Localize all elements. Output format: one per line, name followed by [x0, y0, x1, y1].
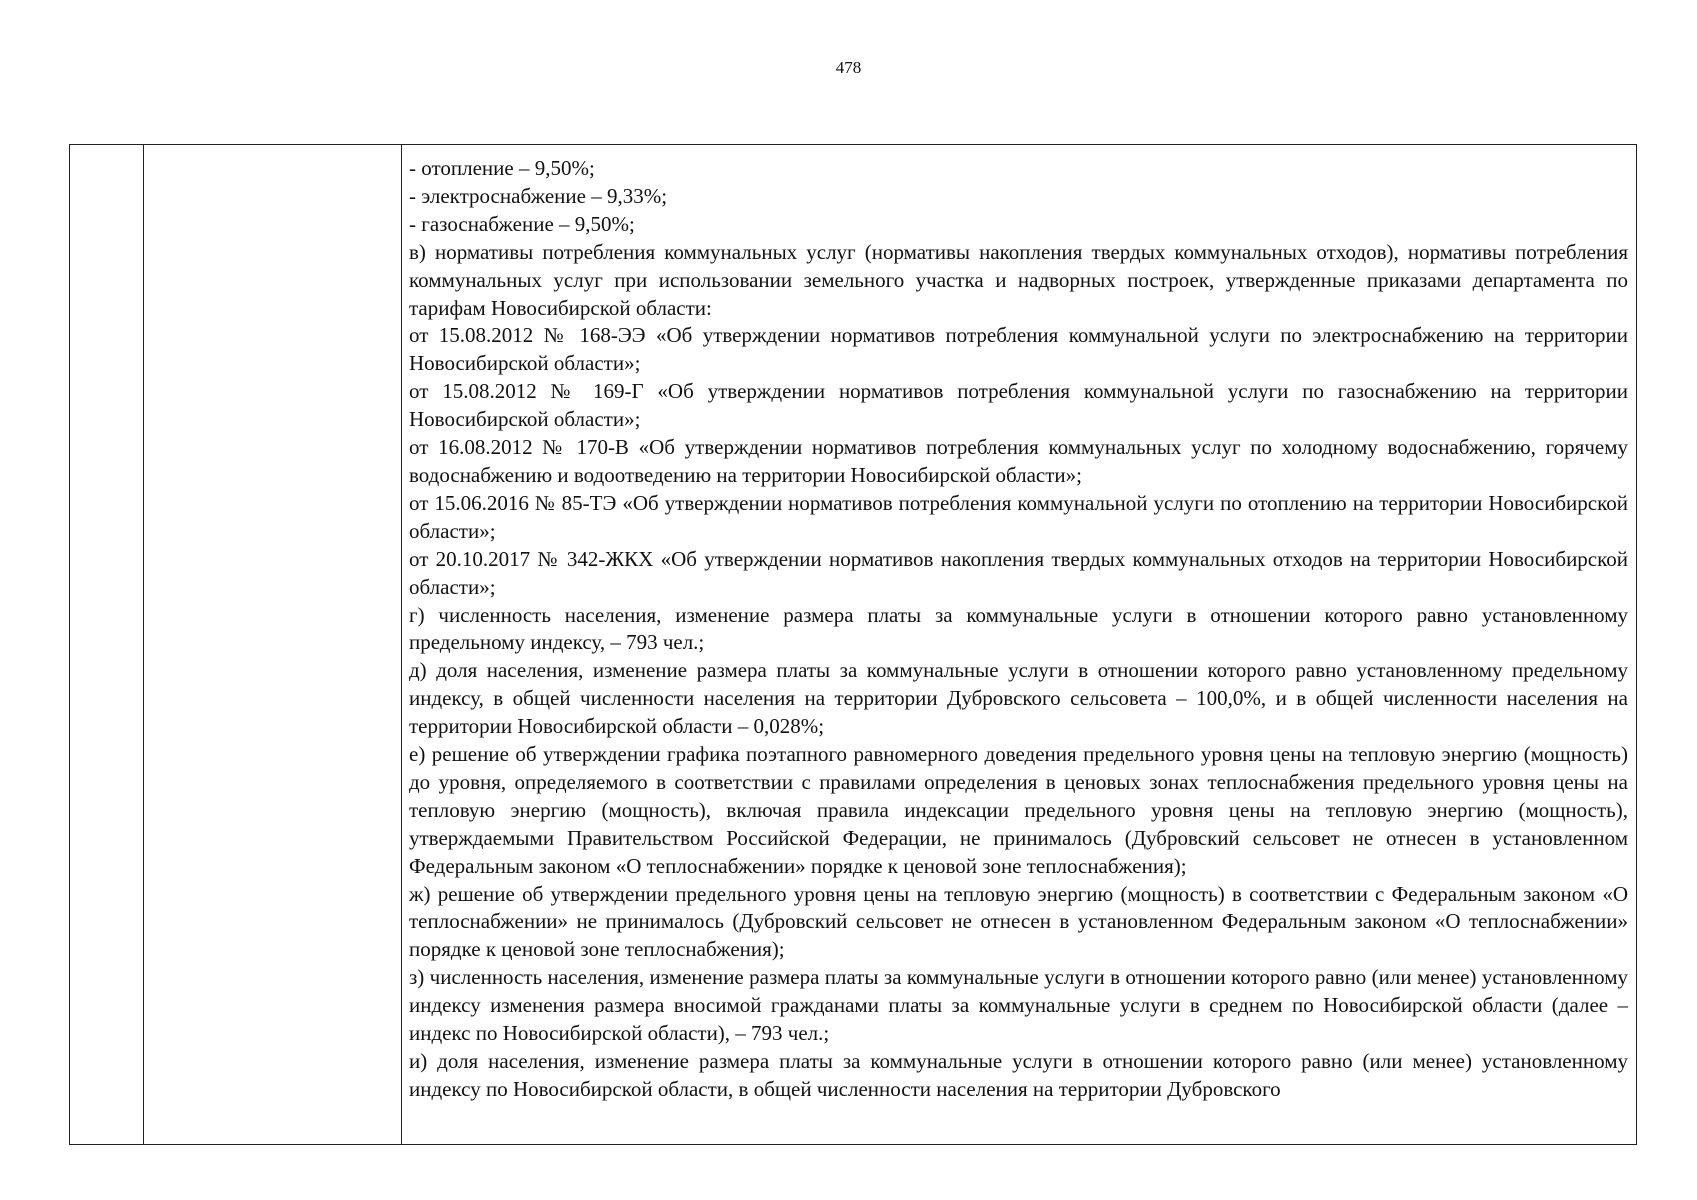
table-cell-number: [70, 145, 144, 1145]
paragraph-order-342: от 20.10.2017 № 342-ЖКХ «Об утверждении нормативов накопления твердых коммунальных отходов на территории Новосибирской области»;: [409, 546, 1628, 599]
paragraph-item-e: е) решение об утверждении графика поэтапного равномерного доведения предельного уровня цены на тепловую энергию (мощность) до уровня, определяемого в соответствии с правилами определения в ценовых зонах теплоснабжения предельного уровня цены на тепловую энергию (мощность), включая правила индексации предельного уровня цены на тепловую энергию (мощность), утверждаемыми Правительством Российской Федерации, не принималось (Дубровский сельсовет не отнесен в установленном Федеральным законом «О теплоснабжении» порядке к ценовой зоне теплоснабжения);: [409, 742, 1628, 878]
document-table: [69, 144, 1637, 1145]
page-number: 478: [835, 58, 862, 77]
paragraph-item-v: в) нормативы потребления коммунальных услуг (нормативы накопления твердых коммунальных отходов), нормативы потребления коммунальных услуг при использовании земельного участка и надворных построек, утвержденные приказами департамента по тарифам Новосибирской области:: [409, 239, 1628, 320]
table-cell-content: [402, 145, 1637, 1145]
paragraph-item-i: и) доля населения, изменение размера платы за коммунальные услуги в отношении которого равно (или менее) установленному индексу по Новосибирской области, в общей численности населения на территории Дубровского: [409, 1049, 1628, 1101]
table-row: [70, 145, 1637, 1145]
paragraph-order-170: от 16.08.2012 № 170-В «Об утверждении нормативов потребления коммунальных услуг по холодному водоснабжению, горячему водоснабжению и водоотведению на территории Новосибирской области»;: [409, 435, 1628, 487]
paragraph-electricity: - электроснабжение – 9,33%;: [409, 183, 668, 208]
paragraph-gas: - газоснабжение – 9,50%;: [409, 211, 635, 236]
table-cell-title: [144, 145, 402, 1145]
paragraph-order-168: от 15.08.2012 № 168-ЭЭ «Об утверждении нормативов потребления коммунальной услуги по электроснабжению на территории Новосибирской области»;: [409, 323, 1628, 376]
paragraph-item-g: г) численность населения, изменение размера платы за коммунальные услуги в отношении которого равно установленному предельному индексу, – 793 чел.;: [409, 602, 1628, 655]
paragraph-item-zh: ж) решение об утверждении предельного уровня цены на тепловую энергию (мощность) в соответствии с Федеральным законом «О теплоснабжении» не принималось (Дубровский сельсовет не отнесен в установленном Федеральным законом «О теплоснабжении» порядке к ценовой зоне теплоснабжения);: [409, 881, 1628, 962]
paragraph-item-z: з) численность населения, изменение размера платы за коммунальные услуги в отношении которого равно (или менее) установленному индексу изменения размера вносимой гражданами платы за коммунальные услуги в среднем по Новосибирской области (далее – индекс по Новосибирской области), – 793 чел.;: [409, 965, 1628, 1046]
paragraph-heating: - отопление – 9,50%;: [409, 156, 595, 180]
paragraph-order-169: от 15.08.2012 № 169-Г «Об утверждении нормативов потребления коммунальной услуги по газоснабжению на территории Новосибирской области»;: [409, 379, 1628, 432]
paragraph-item-d: д) доля населения, изменение размера платы за коммунальные услуги в отношении которого равно установленному предельному индексу, в общей численности населения на территории Дубровского сельсовета – 100,0%, и в общей численности населения на территории Новосибирской области – 0,028%;: [409, 658, 1628, 739]
paragraph-order-85: от 15.06.2016 № 85-ТЭ «Об утверждении нормативов потребления коммунальной услуги по отоплению на территории Новосибирской области»;: [409, 490, 1628, 543]
